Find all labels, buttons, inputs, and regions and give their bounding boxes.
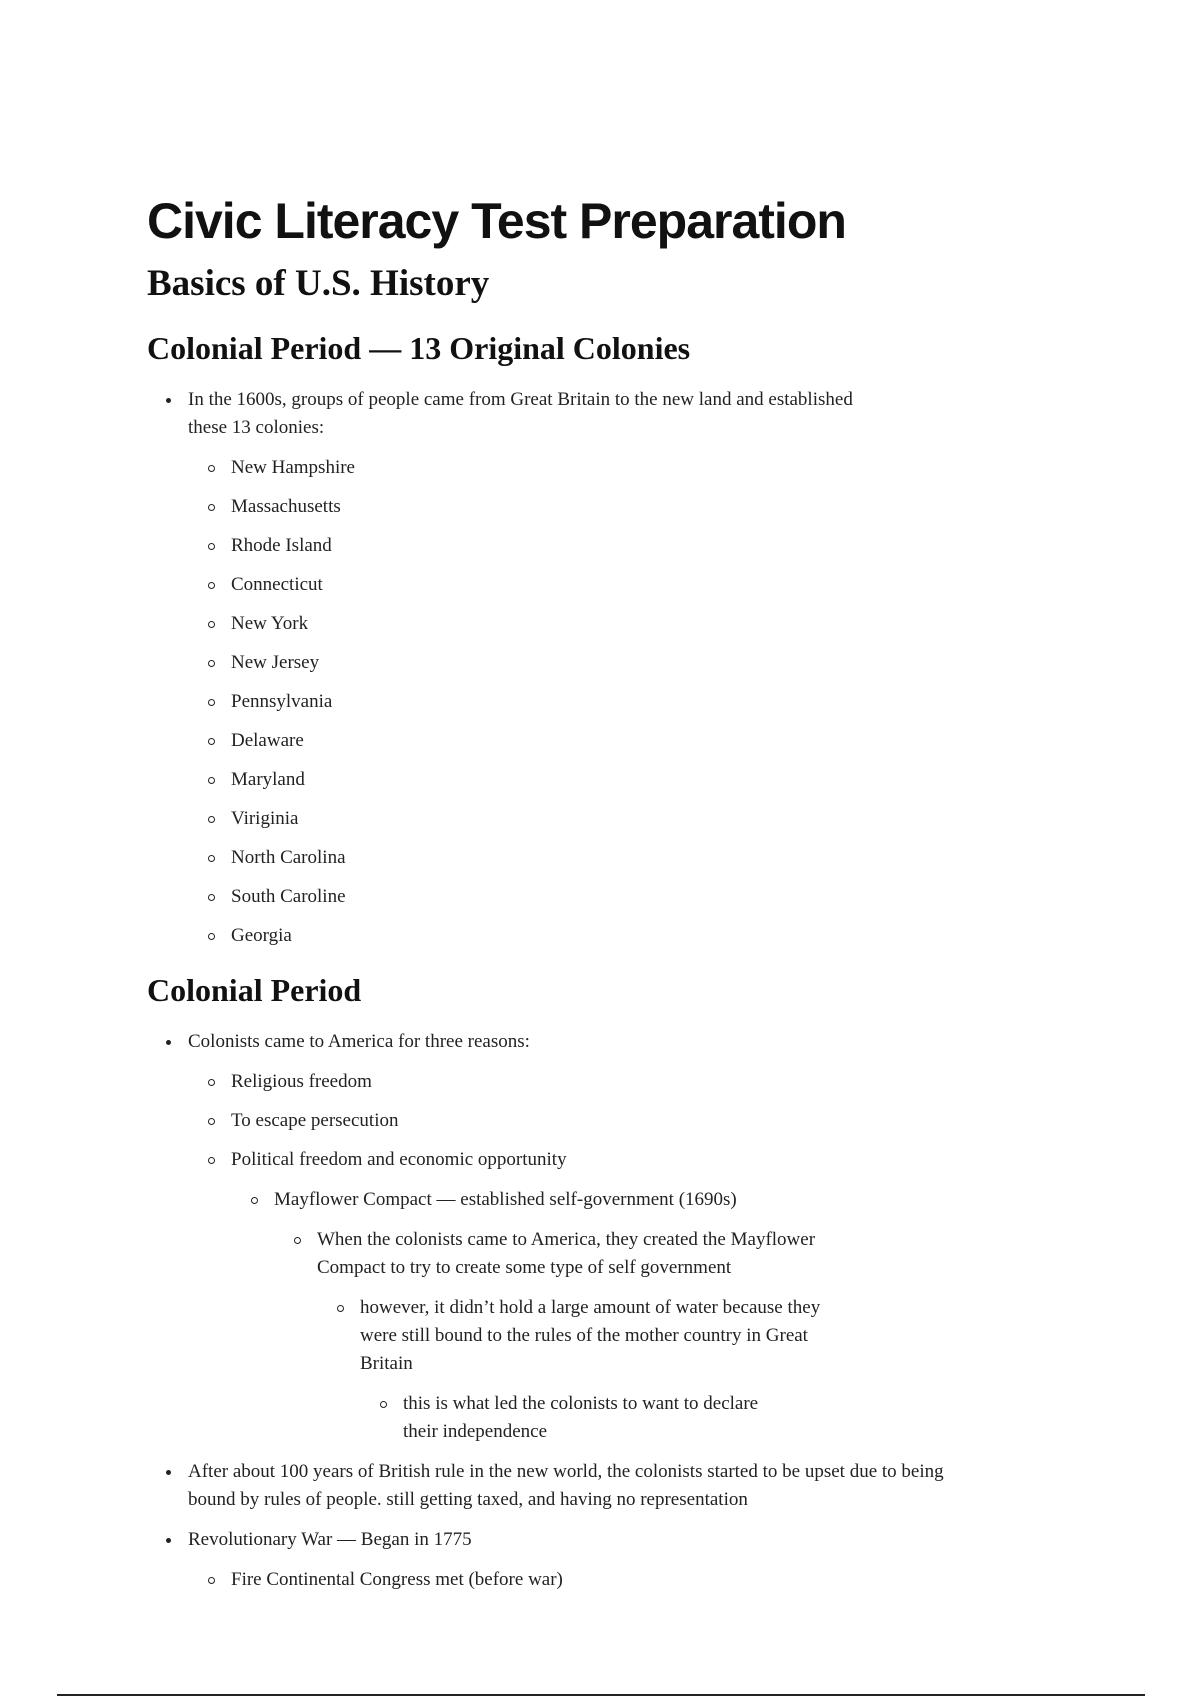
section-heading-basics: Basics of U.S. History [147,263,490,304]
british-rule-text: After about 100 years of British rule in the new world, the colonists started to be upset due to being bound by rules of people. still getting taxed, and having no representation [188,1458,988,1514]
list-item [317,1294,1047,1446]
colony-name: New Hampshire [231,454,1047,482]
list-item [188,727,1047,755]
list-item [188,1068,1047,1096]
continental-congress-text: Fire Continental Congress met (before war) [231,1566,1047,1594]
mayflower-result-list [360,1390,1047,1446]
section-heading-colonies: Colonial Period — 13 Original Colonies [147,330,691,366]
page-divider [57,1694,1145,1696]
list-item [360,1390,1047,1446]
colony-name: Georgia [231,922,1047,950]
list-item [188,493,1047,521]
colony-name: Maryland [231,766,1047,794]
list-item [188,1146,1047,1446]
colony-name: New Jersey [231,649,1047,677]
list-item [188,571,1047,599]
colony-name: New York [231,610,1047,638]
list-item [147,1458,1047,1514]
list-item [188,805,1047,833]
mayflower-caveat-text: however, it didn’t hold a large amount of water because they were still bound to the rules of the mother country in Great Britain [360,1294,830,1378]
section-heading-colonial-period: Colonial Period [147,972,362,1008]
list-item [147,1526,1047,1594]
list-item [274,1226,1047,1446]
list-item [188,766,1047,794]
mayflower-list [231,1186,1047,1446]
document-page [147,186,1047,1606]
list-item [188,532,1047,560]
mayflower-result-text: this is what led the colonists to want to declare their independence [403,1390,783,1446]
list-item [188,649,1047,677]
list-item [188,883,1047,911]
list-item [147,386,1047,950]
reasons-list [188,1068,1047,1446]
colony-name: Delaware [231,727,1047,755]
colony-name: Connecticut [231,571,1047,599]
revolutionary-war-list [188,1566,1047,1594]
list-item [231,1186,1047,1446]
colony-name: Pennsylvania [231,688,1047,716]
mayflower-text: Mayflower Compact — established self-government (1690s) [274,1186,1047,1214]
list-item [188,454,1047,482]
list-item [188,1107,1047,1135]
colony-name: Massachusetts [231,493,1047,521]
colonies-intro-text: In the 1600s, groups of people came from Great Britain to the new land and established these 13 colonies: [188,386,888,442]
reasons-intro-text: Colonists came to America for three reasons: [188,1028,1047,1056]
list-item [188,1566,1047,1594]
mayflower-detail-list [274,1226,1047,1446]
list-item [188,844,1047,872]
list-item [188,922,1047,950]
document-title: Civic Literacy Test Preparation [147,193,846,249]
reason-text: Religious freedom [231,1068,1047,1096]
colony-name: Rhode Island [231,532,1047,560]
colonies-list [147,386,1047,950]
colony-name: Viriginia [231,805,1047,833]
colony-name: North Carolina [231,844,1047,872]
revolutionary-war-text: Revolutionary War — Began in 1775 [188,1526,1047,1554]
list-item [188,610,1047,638]
colonial-period-list [147,1028,1047,1594]
list-item [188,688,1047,716]
colony-name: South Caroline [231,883,1047,911]
colony-names-list [188,454,1047,950]
list-item [147,1028,1047,1446]
mayflower-detail-text: When the colonists came to America, they created the Mayflower Compact to try to create some type of self government [317,1226,847,1282]
reason-text: Political freedom and economic opportunity [231,1146,1047,1174]
mayflower-caveat-list [317,1294,1047,1446]
reason-text: To escape persecution [231,1107,1047,1135]
